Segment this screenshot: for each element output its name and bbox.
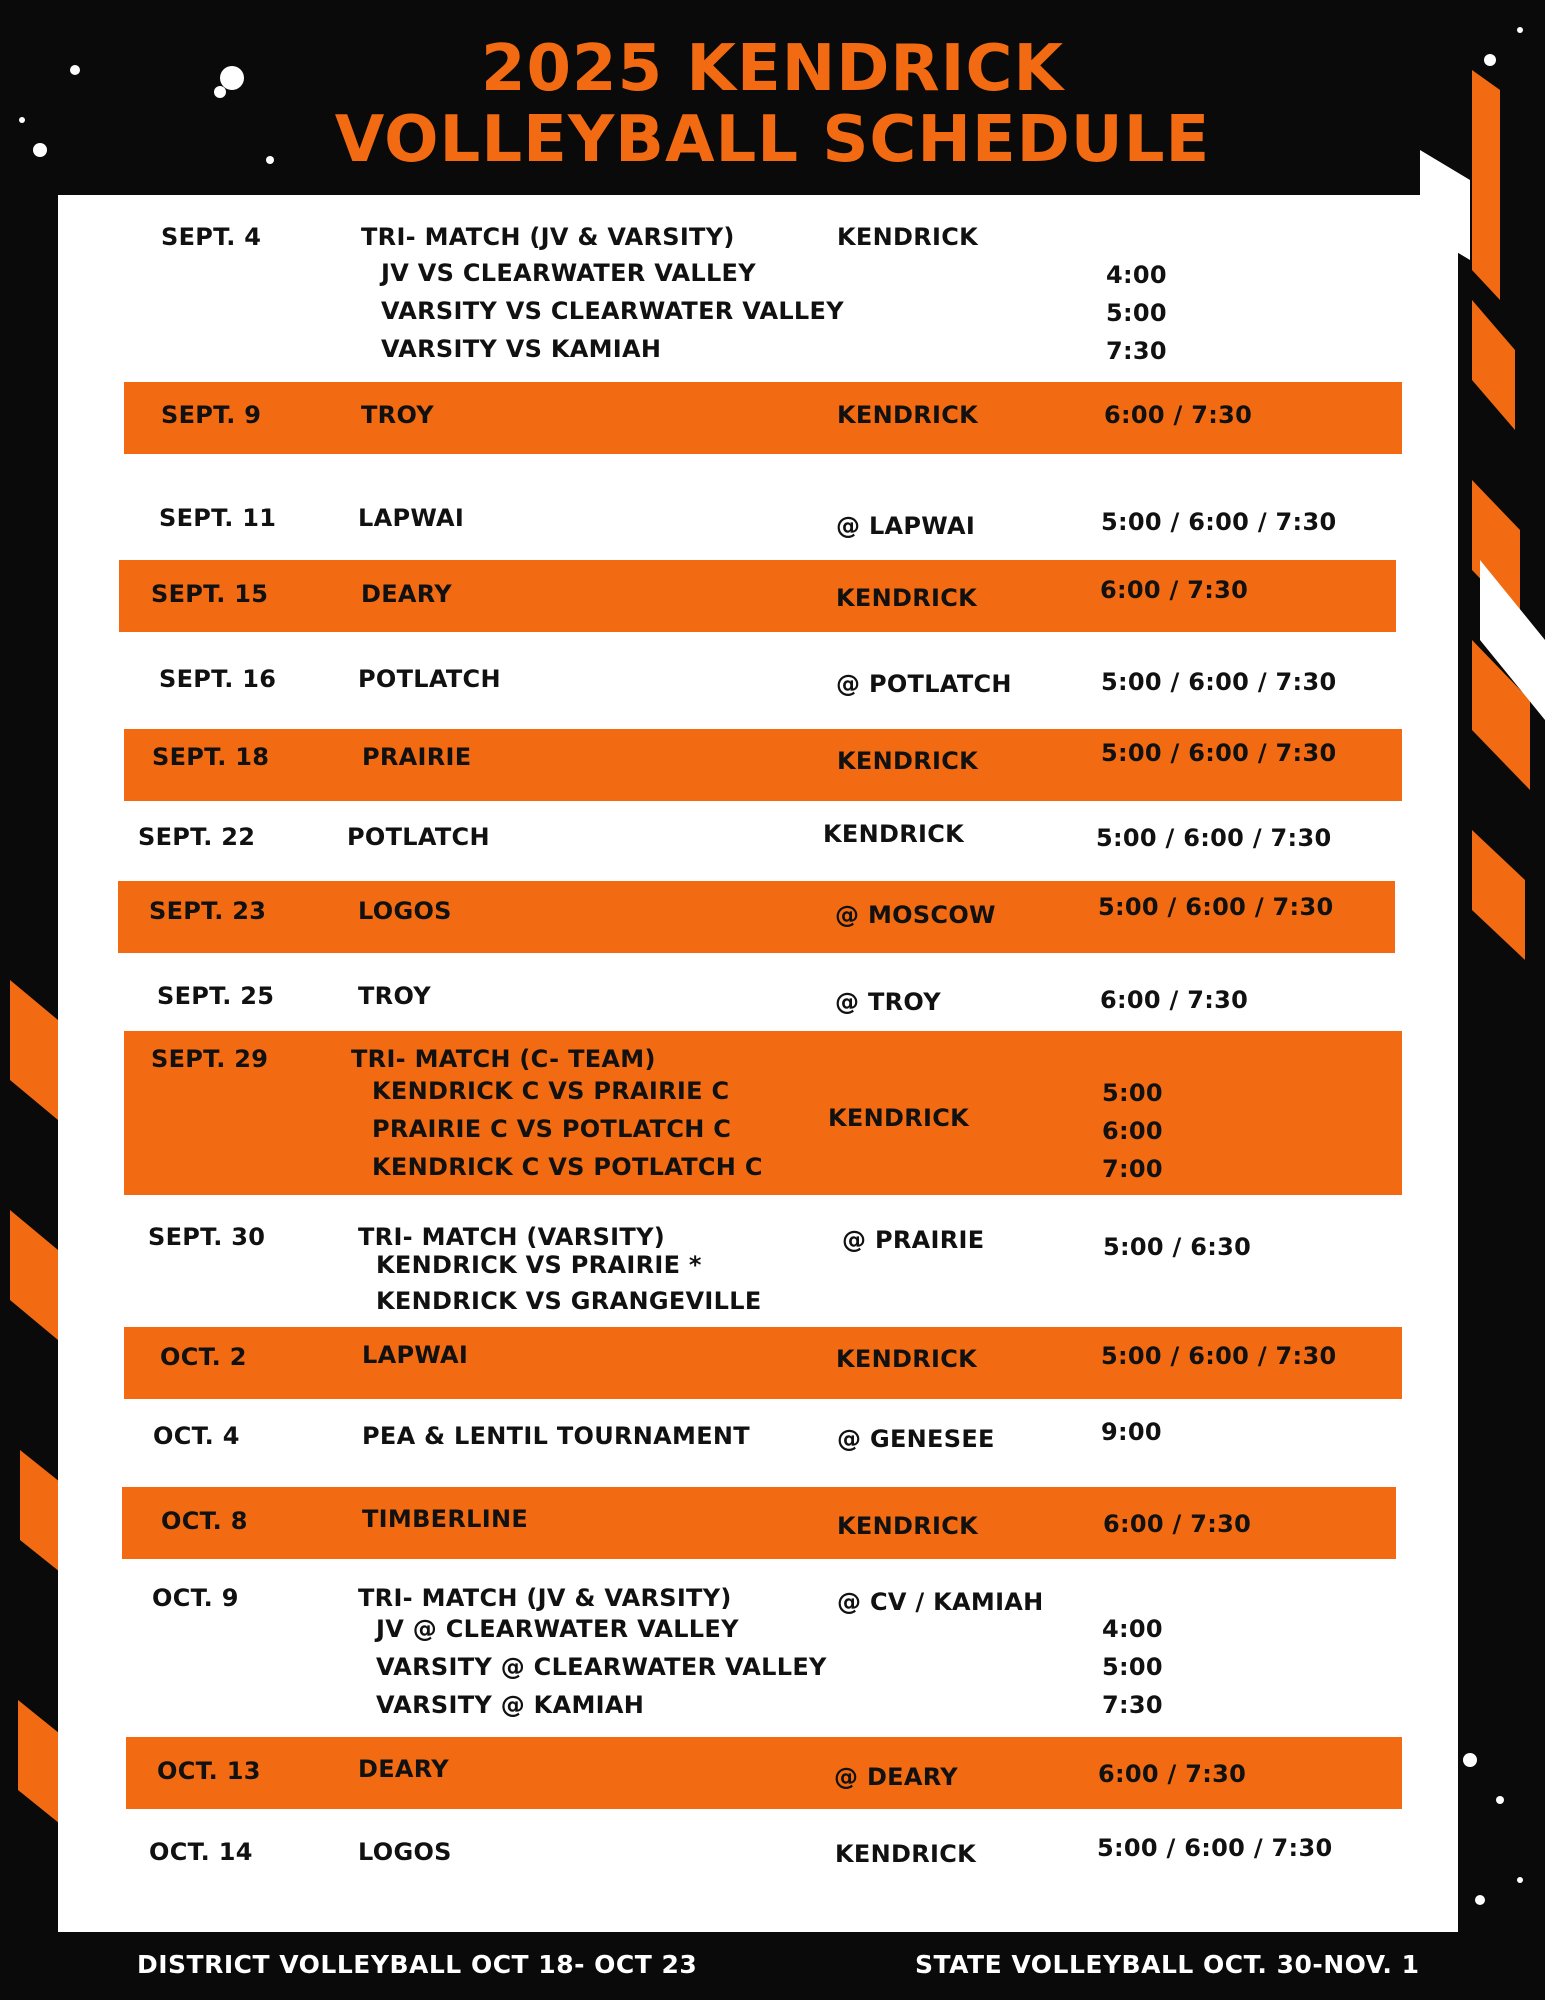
sub-match-time: 5:00 xyxy=(1106,299,1167,327)
game-location: @ LAPWAI xyxy=(836,512,976,540)
game-time: 6:00 / 7:30 xyxy=(1104,401,1253,429)
game-date: SEPT. 11 xyxy=(159,504,277,532)
sub-match: VARSITY VS KAMIAH xyxy=(381,335,662,363)
game-date: SEPT. 9 xyxy=(161,401,262,429)
game-opponent: TRI- MATCH (VARSITY) xyxy=(358,1223,666,1251)
game-opponent: DEARY xyxy=(358,1755,449,1783)
game-date: SEPT. 15 xyxy=(151,580,269,608)
page-title-line-1: 2025 KENDRICK xyxy=(480,32,1065,106)
game-location: KENDRICK xyxy=(837,747,979,775)
game-time: 9:00 xyxy=(1101,1418,1162,1446)
sub-match-time: 6:00 xyxy=(1102,1117,1163,1145)
game-date: SEPT. 23 xyxy=(149,897,267,925)
game-time: 5:00 / 6:00 / 7:30 xyxy=(1101,668,1337,696)
game-opponent: TROY xyxy=(361,401,434,429)
sub-match: KENDRICK C VS PRAIRIE C xyxy=(372,1077,730,1105)
game-date: OCT. 14 xyxy=(149,1838,253,1866)
sub-match-time: 5:00 xyxy=(1102,1079,1163,1107)
game-opponent: PEA & LENTIL TOURNAMENT xyxy=(362,1422,750,1450)
game-opponent: LOGOS xyxy=(358,1838,452,1866)
game-location: KENDRICK xyxy=(835,1840,977,1868)
sub-match-time: 4:00 xyxy=(1102,1615,1163,1643)
game-location: @ CV / KAMIAH xyxy=(837,1588,1044,1616)
game-opponent: LOGOS xyxy=(358,897,452,925)
game-opponent: TRI- MATCH (C- TEAM) xyxy=(351,1045,656,1073)
game-opponent: LAPWAI xyxy=(362,1341,469,1369)
game-location: KENDRICK xyxy=(828,1104,970,1132)
game-opponent: TRI- MATCH (JV & VARSITY) xyxy=(358,1584,732,1612)
row-band xyxy=(124,1031,1402,1195)
game-opponent: TRI- MATCH (JV & VARSITY) xyxy=(361,223,735,251)
game-time: 5:00 / 6:00 / 7:30 xyxy=(1098,893,1334,921)
sub-match: JV @ CLEARWATER VALLEY xyxy=(376,1615,739,1643)
game-date: OCT. 4 xyxy=(153,1422,240,1450)
sub-match-time: 7:30 xyxy=(1102,1691,1163,1719)
game-location: @ GENESEE xyxy=(837,1425,995,1453)
game-location: @ MOSCOW xyxy=(835,901,996,929)
game-time: 5:00 / 6:00 / 7:30 xyxy=(1101,1342,1337,1370)
game-opponent: POTLATCH xyxy=(358,665,501,693)
game-opponent: POTLATCH xyxy=(347,823,490,851)
game-time: 6:00 / 7:30 xyxy=(1100,986,1249,1014)
game-date: SEPT. 29 xyxy=(151,1045,269,1073)
game-location: KENDRICK xyxy=(837,401,979,429)
game-date: OCT. 8 xyxy=(161,1507,248,1535)
game-time: 6:00 / 7:30 xyxy=(1098,1760,1247,1788)
sub-match-time: 7:30 xyxy=(1106,337,1167,365)
district-info: DISTRICT VOLLEYBALL OCT 18- OCT 23 xyxy=(137,1950,698,1979)
game-date: SEPT. 25 xyxy=(157,982,275,1010)
sub-match: KENDRICK C VS POTLATCH C xyxy=(372,1153,763,1181)
sub-match: KENDRICK VS GRANGEVILLE xyxy=(376,1287,762,1315)
sub-match: JV VS CLEARWATER VALLEY xyxy=(381,259,756,287)
game-date: SEPT. 22 xyxy=(138,823,256,851)
page-title-line-2: VOLLEYBALL SCHEDULE xyxy=(334,103,1211,177)
game-date: OCT. 9 xyxy=(152,1584,239,1612)
game-location: KENDRICK xyxy=(837,1512,979,1540)
game-location: @ TROY xyxy=(835,988,941,1016)
game-opponent: DEARY xyxy=(361,580,452,608)
game-time: 6:00 / 7:30 xyxy=(1103,1510,1252,1538)
game-date: OCT. 13 xyxy=(157,1757,261,1785)
game-date: SEPT. 18 xyxy=(152,743,270,771)
game-time: 5:00 / 6:00 / 7:30 xyxy=(1101,508,1337,536)
state-info: STATE VOLLEYBALL OCT. 30-NOV. 1 xyxy=(915,1950,1420,1979)
game-time: 5:00 / 6:00 / 7:30 xyxy=(1097,1834,1333,1862)
game-location: KENDRICK xyxy=(823,820,965,848)
sub-match-time: 5:00 xyxy=(1102,1653,1163,1681)
game-date: OCT. 2 xyxy=(160,1343,247,1371)
sub-match: PRAIRIE C VS POTLATCH C xyxy=(372,1115,732,1143)
sub-match: VARSITY @ CLEARWATER VALLEY xyxy=(376,1653,827,1681)
game-opponent: TROY xyxy=(358,982,431,1010)
game-location: KENDRICK xyxy=(836,1345,978,1373)
game-time: 5:00 / 6:30 xyxy=(1103,1233,1252,1261)
game-opponent: TIMBERLINE xyxy=(362,1505,529,1533)
game-date: SEPT. 16 xyxy=(159,665,277,693)
game-location: @ POTLATCH xyxy=(836,670,1012,698)
game-location: KENDRICK xyxy=(836,584,978,612)
sub-match: KENDRICK VS PRAIRIE * xyxy=(376,1251,702,1279)
game-location: KENDRICK xyxy=(837,223,979,251)
game-opponent: PRAIRIE xyxy=(362,743,472,771)
game-time: 6:00 / 7:30 xyxy=(1100,576,1249,604)
sub-match: VARSITY VS CLEARWATER VALLEY xyxy=(381,297,844,325)
game-time: 5:00 / 6:00 / 7:30 xyxy=(1101,739,1337,767)
game-date: SEPT. 4 xyxy=(161,223,262,251)
sub-match: VARSITY @ KAMIAH xyxy=(376,1691,645,1719)
sub-match-time: 4:00 xyxy=(1106,261,1167,289)
game-location: @ PRAIRIE xyxy=(842,1226,985,1254)
game-opponent: LAPWAI xyxy=(358,504,465,532)
game-time: 5:00 / 6:00 / 7:30 xyxy=(1096,824,1332,852)
game-location: @ DEARY xyxy=(834,1763,958,1791)
sub-match-time: 7:00 xyxy=(1102,1155,1163,1183)
game-date: SEPT. 30 xyxy=(148,1223,266,1251)
